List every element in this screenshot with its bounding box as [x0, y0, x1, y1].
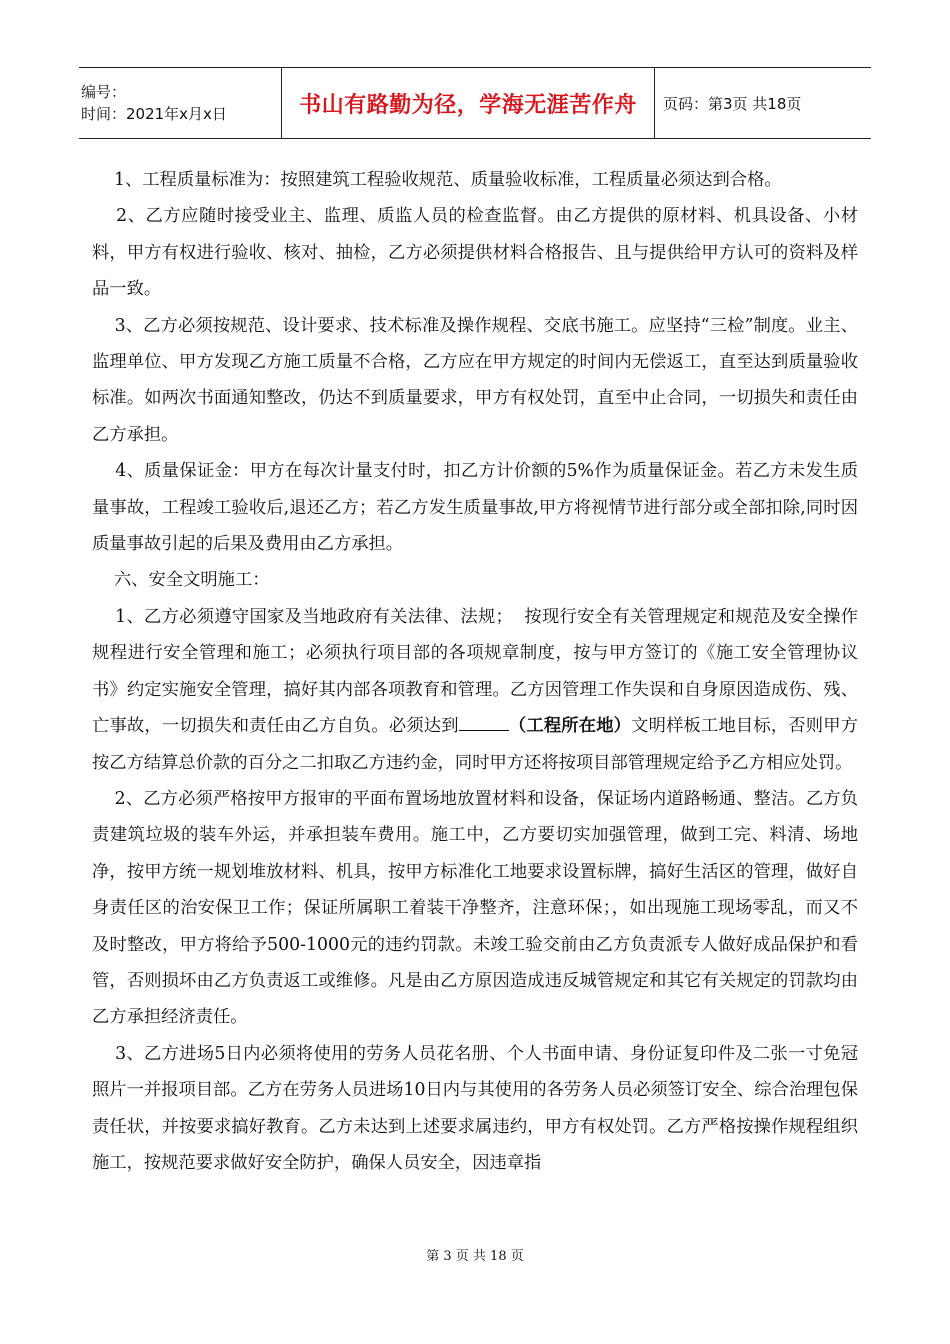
paragraph-quality-standard: 1、工程质量标准为：按照建筑工程验收规范、质量验收标准，工程质量必须达到合格。	[92, 170, 782, 190]
paragraph-inspection: 2、乙方应随时接受业主、监理、质监人员的检查监督。由乙方提供的原材料、机具设备、小材料，甲方有权进行验收、核对、抽检，乙方必须提供材料合格报告、且与提供给甲方认可的资料及样品一致。	[92, 206, 858, 300]
safety-1-text-b: 文明样板工地目标，否则甲方按乙方结算总价款的百分之二扣取乙方违约金，同时甲方还将按项目部管理规定给予乙方相应处罚。	[92, 716, 858, 773]
header-motto-cell	[282, 68, 655, 138]
paragraph-safety-2: 2、乙方必须严格按甲方报审的平面布置场地放置材料和设备，保证场内道路畅通、整洁。乙方负责建筑垃圾的装车外运，并承担装车费用。施工中，乙方要切实加强管理，做到工完、料清、场地净，按甲方统一规划堆放材料、机具，按甲方标准化工地要求设置标牌，搞好生活区的管理，做好自身责任区的治安保卫工作；保证所属职工着装干净整齐，注意环保；，如出现施工现场零乱，而又不及时整改，甲方将给予500-1000元的违约罚款。未竣工验交前由乙方负责派专人做好成品保护和看管，否则损坏由乙方负责返工或维修。凡是由乙方原因造成违反城管规定和其它有关规定的罚款均由乙方承担经济责任。	[92, 788, 858, 1028]
section-heading-safety: 六、安全文明施工：	[92, 570, 270, 591]
header-page-info: 页码：第3页 共18页	[663, 94, 802, 113]
paragraph-safety-1	[92, 599, 858, 781]
paragraph-safety-3: 3、乙方进场5日内必须将使用的劳务人员花名册、个人书面申请、身份证复印件及二张一寸免冠照片一并报项目部。乙方在劳务人员进场10日内与其使用的各劳务人员必须签订安全、综合治理包保责任状，并按要求搞好教育。乙方未达到上述要求属违约，甲方有权处罚。乙方严格按操作规程组织施工，按规范要求做好安全防护，确保人员安全，因违章指	[92, 1043, 858, 1173]
document-date: 时间：2021年x月x日	[81, 105, 227, 123]
paragraph-construction-rules: 3、乙方必须按规范、设计要求、技术标准及操作规程、交底书施工。应坚持“三检”制度。业主、监理单位、甲方发现乙方施工质量不合格，乙方应在甲方规定的时间内无偿返工，直至达到质量验收标准。如两次书面通知整改，仍达不到质量要求，甲方有权处罚，直至中止合同，一切损失和责任由乙方承担。	[92, 315, 858, 445]
header-left-cell	[79, 68, 282, 138]
safety-1-text-a: 1、乙方必须遵守国家及当地政府有关法律、法规； 按现行安全有关管理规定和规范及安全操作规程进行安全管理和施工；必须执行项目部的各项规章制度，按与甲方签订的《施工安全管理协议书》约定实施安全管理，搞好其内部各项教育和管理。乙方因管理工作失误和自身原因造成伤、残、亡事故，一切损失和责任由乙方自负。必须达到	[92, 606, 858, 737]
header-page-cell	[655, 68, 871, 138]
document-number-label: 编号：	[81, 83, 127, 101]
header-motto: 书山有路勤为径，学海无涯苦作舟	[299, 92, 637, 118]
page-footer: 第 3 页 共 18 页	[426, 1249, 524, 1264]
blank-underline	[459, 714, 509, 731]
page-header	[79, 67, 871, 139]
paragraph-quality-deposit: 4、质量保证金：甲方在每次计量支付时，扣乙方计价额的5%作为质量保证金。若乙方未发生质量事故，工程竣工验收后,退还乙方；若乙方发生质量事故,甲方将视情节进行部分或全部扣除,同时因质量事故引起的后果及费用由乙方承担。	[92, 461, 858, 555]
document-body	[92, 162, 858, 1181]
safety-1-bold-location: （工程所在地）	[508, 716, 632, 737]
